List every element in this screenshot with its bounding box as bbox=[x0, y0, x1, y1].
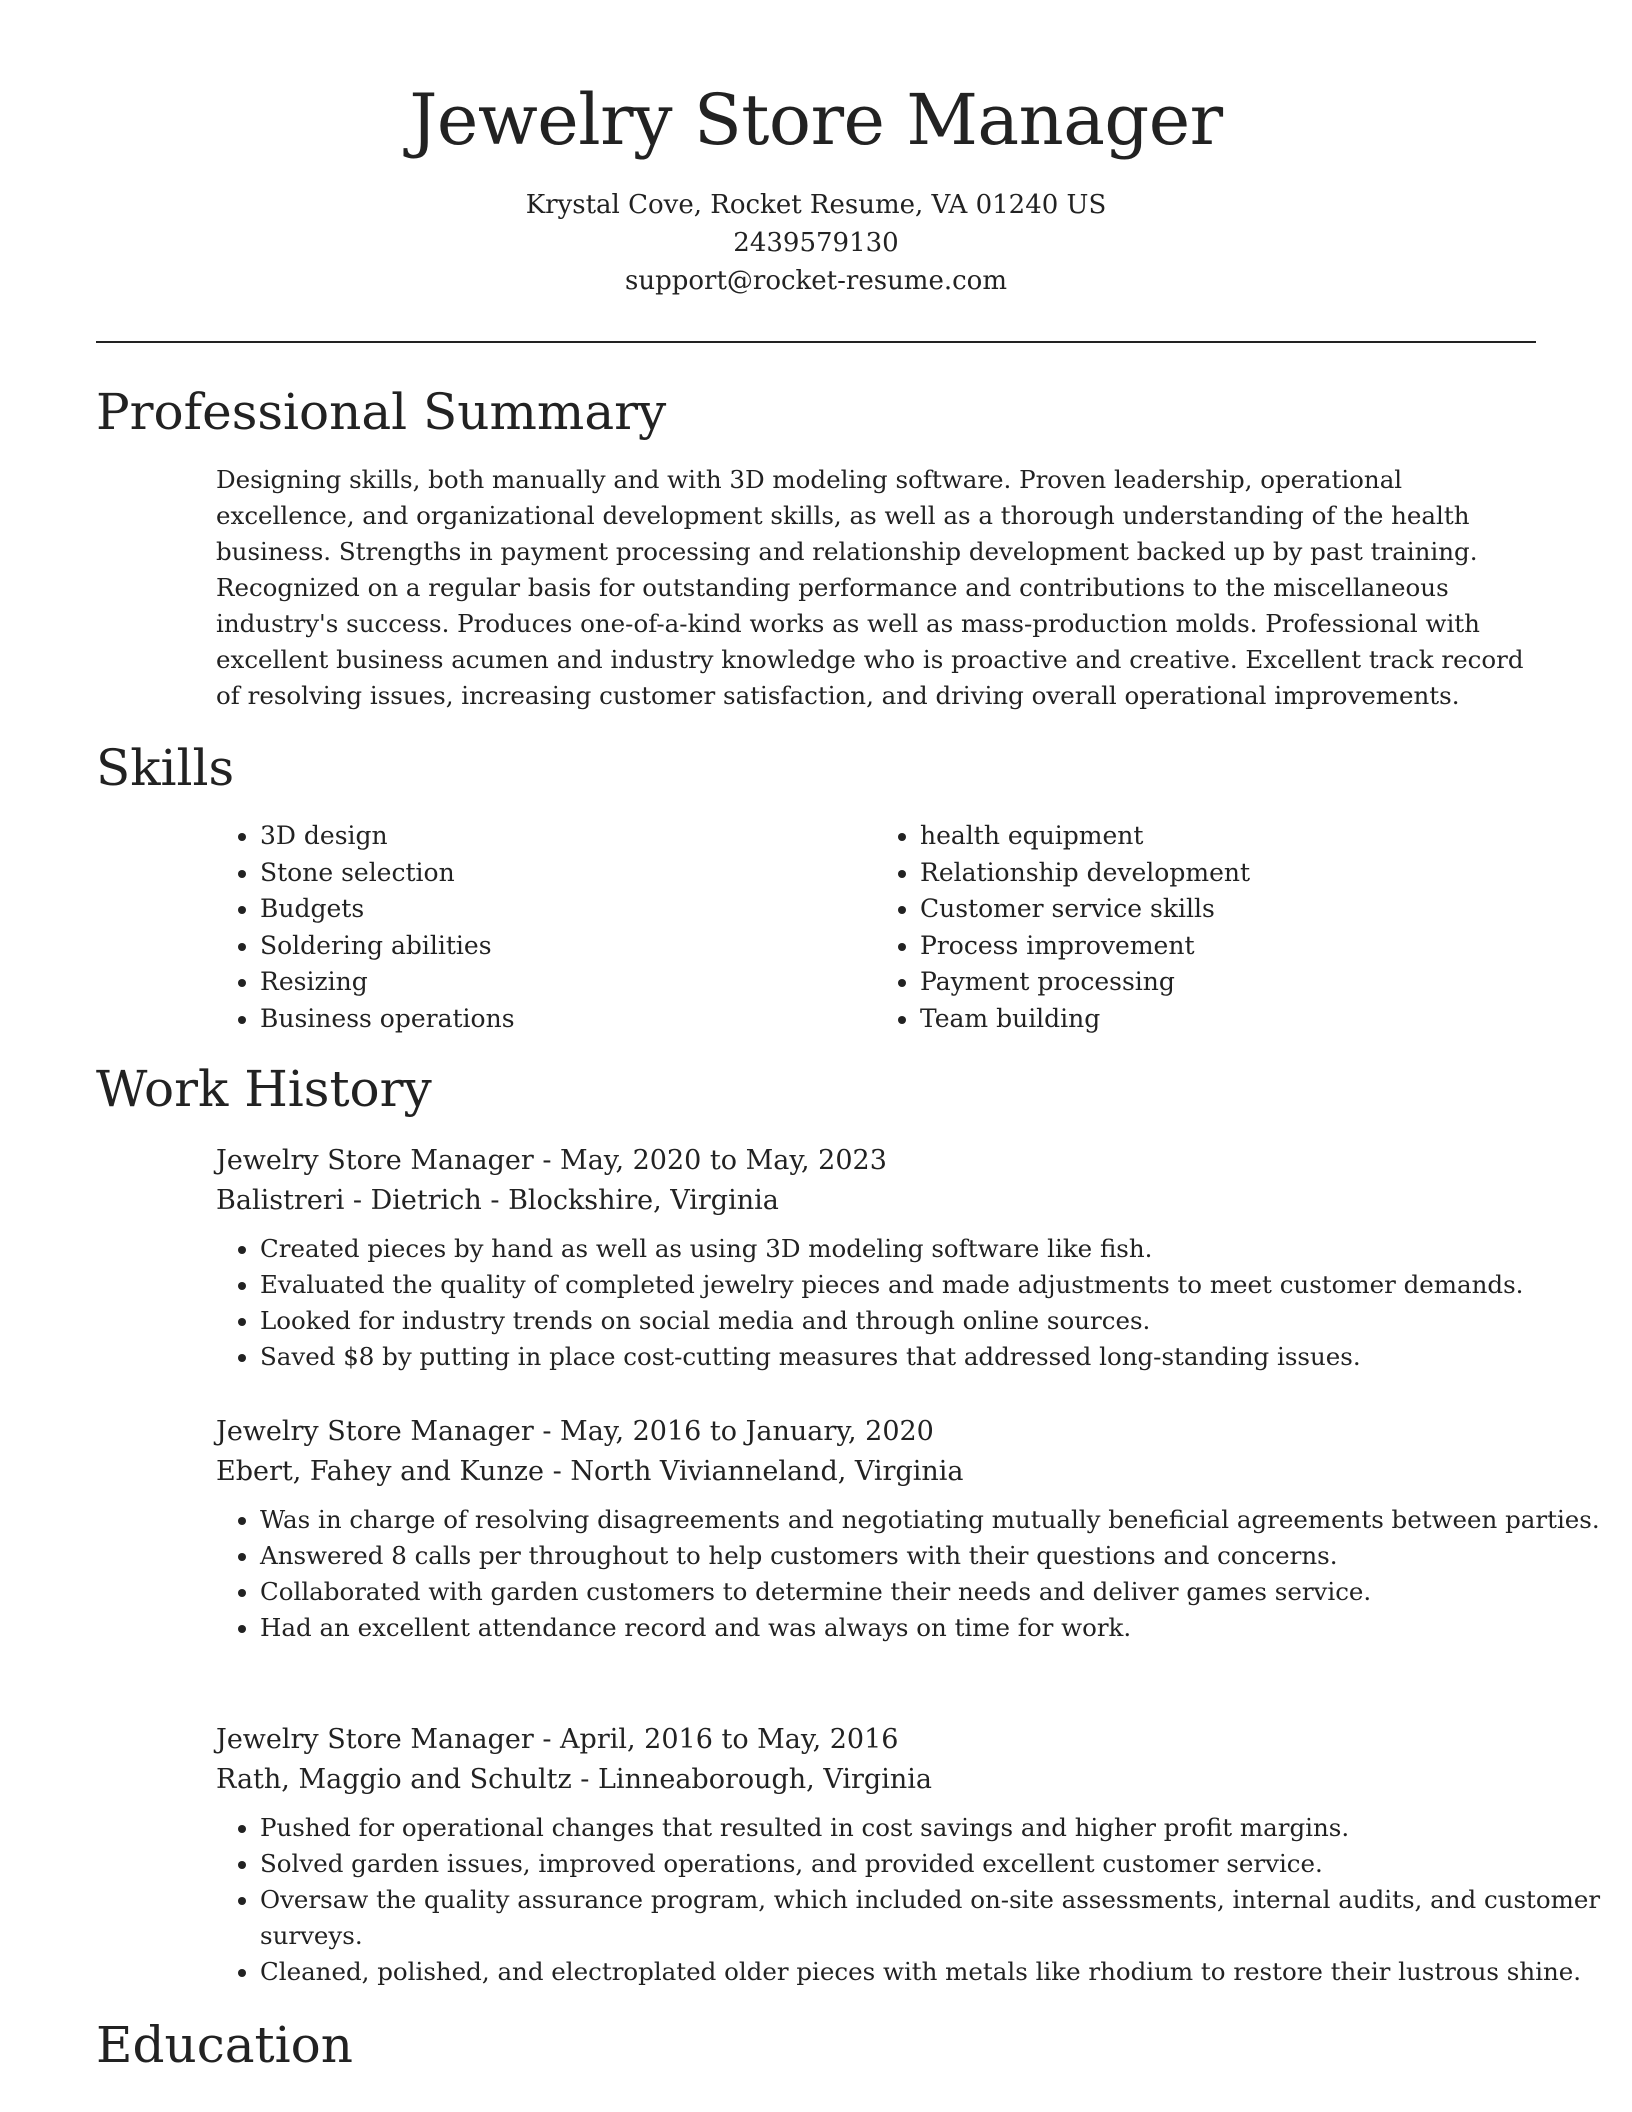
work-history-section bbox=[96, 1059, 1536, 1119]
job-bullet: • Looked for industry trends on social media and through online sources. bbox=[260, 1303, 1632, 1339]
contact-block bbox=[0, 186, 1632, 300]
contact-email: support@rocket-resume.com bbox=[624, 266, 1007, 296]
skills-list-right bbox=[876, 818, 1536, 1038]
job-dates: May, 2016 to January, 2020 bbox=[560, 1416, 934, 1447]
skill-item: • Business operations bbox=[260, 1001, 876, 1038]
skills-columns bbox=[216, 818, 1536, 1038]
job-title: Jewelry Store Manager bbox=[216, 1724, 534, 1755]
job-bullet: • Evaluated the quality of completed jewelry pieces and made adjustments to meet customer demands. bbox=[260, 1267, 1632, 1303]
job-location: North Vivianneland, Virginia bbox=[570, 1456, 964, 1487]
job-bullets bbox=[216, 1502, 1632, 1646]
contact-address: Krystal Cove, Rocket Resume, VA 01240 US bbox=[525, 190, 1107, 220]
job-bullet: • Created pieces by hand as well as using 3D modeling software like fish. bbox=[260, 1231, 1632, 1267]
job-bullet: • Cleaned, polished, and electroplated older pieces with metals like rhodium to restore their lustrous shine. bbox=[260, 1954, 1632, 1990]
job-dates: April, 2016 to May, 2016 bbox=[560, 1724, 899, 1755]
skill-item: • Stone selection bbox=[260, 855, 876, 892]
skills-section bbox=[96, 738, 1536, 1038]
job-title-line: Jewelry Store Manager - May, 2020 to May, 2023 bbox=[216, 1145, 887, 1176]
resume-header bbox=[0, 78, 1632, 300]
skills-list-left bbox=[216, 818, 876, 1038]
section-title-skills: Skills bbox=[96, 739, 235, 797]
skill-item: • Team building bbox=[920, 1001, 1536, 1038]
education-section bbox=[96, 2015, 1536, 2075]
contact-phone: 2439579130 bbox=[733, 228, 899, 258]
job-bullet: • Solved garden issues, improved operations, and provided excellent customer service. bbox=[260, 1846, 1632, 1882]
job-bullet: • Oversaw the quality assurance program, which included on-site assessments, internal audits, and customer surveys. bbox=[260, 1882, 1632, 1954]
job-location: Linneaborough, Virginia bbox=[598, 1764, 932, 1795]
skill-item: • Process improvement bbox=[920, 928, 1536, 965]
section-title-summary: Professional Summary bbox=[96, 383, 667, 441]
job-title-line: Jewelry Store Manager - May, 2016 to January, 2020 bbox=[216, 1416, 934, 1447]
job-entry bbox=[216, 1412, 1632, 1646]
job-title: Jewelry Store Manager bbox=[216, 1416, 534, 1447]
job-entry bbox=[216, 1720, 1632, 1990]
job-title: Jewelry Store Manager bbox=[216, 1145, 534, 1176]
job-bullet: • Was in charge of resolving disagreements and negotiating mutually beneficial agreements between parties. bbox=[260, 1502, 1632, 1538]
skill-item: • Payment processing bbox=[920, 964, 1536, 1001]
job-company: Rath, Maggio and Schultz bbox=[216, 1764, 572, 1795]
job-bullet: • Had an excellent attendance record and was always on time for work. bbox=[260, 1610, 1632, 1646]
section-title-work-history: Work History bbox=[96, 1060, 432, 1118]
job-bullet: • Pushed for operational changes that resulted in cost savings and higher profit margins. bbox=[260, 1810, 1632, 1846]
summary-section bbox=[96, 382, 1536, 714]
skill-item: • Soldering abilities bbox=[260, 928, 876, 965]
skill-item: • Customer service skills bbox=[920, 891, 1536, 928]
job-company: Ebert, Fahey and Kunze bbox=[216, 1456, 545, 1487]
job-entry bbox=[216, 1141, 1632, 1375]
job-dates: May, 2020 to May, 2023 bbox=[560, 1145, 887, 1176]
job-bullets bbox=[216, 1810, 1632, 1990]
header-divider bbox=[96, 341, 1536, 343]
job-bullets bbox=[216, 1231, 1632, 1375]
job-title-line: Jewelry Store Manager - April, 2016 to May, 2016 bbox=[216, 1724, 899, 1755]
candidate-name: Jewelry Store Manager bbox=[409, 79, 1223, 161]
skill-item: • Relationship development bbox=[920, 855, 1536, 892]
job-bullet: • Answered 8 calls per throughout to help customers with their questions and concerns. bbox=[260, 1538, 1632, 1574]
job-company-line: Rath, Maggio and Schultz - Linneaborough, Virginia bbox=[216, 1764, 932, 1795]
job-bullet: • Collaborated with garden customers to determine their needs and deliver games service. bbox=[260, 1574, 1632, 1610]
job-company-line: Balistreri - Dietrich - Blockshire, Virginia bbox=[216, 1185, 779, 1216]
job-company-line: Ebert, Fahey and Kunze - North Vivianneland, Virginia bbox=[216, 1456, 964, 1487]
job-company: Balistreri - Dietrich bbox=[216, 1185, 482, 1216]
summary-text: Designing skills, both manually and with 3D modeling software. Proven leadership, operational excellence, and organizational development skills, as well as a thorough understanding of the health business. Strengths in payment processing and relationship development backed up by past training. Recognized on a regular basis for outstanding performance and contributions to the miscellaneous industry's success. Produces one-of-a-kind works as well as mass-production molds. Professional with excellent business acumen and industry knowledge who is proactive and creative. Excellent track record of resolving issues, increasing customer satisfaction, and driving overall operational improvements. bbox=[216, 465, 1524, 710]
job-location: Blockshire, Virginia bbox=[508, 1185, 779, 1216]
job-bullet: • Saved $8 by putting in place cost-cutting measures that addressed long-standing issues. bbox=[260, 1339, 1632, 1375]
skill-item: • 3D design bbox=[260, 818, 876, 855]
skill-item: • Resizing bbox=[260, 964, 876, 1001]
skill-item: • health equipment bbox=[920, 818, 1536, 855]
skill-item: • Budgets bbox=[260, 891, 876, 928]
section-title-education: Education bbox=[96, 2016, 353, 2074]
